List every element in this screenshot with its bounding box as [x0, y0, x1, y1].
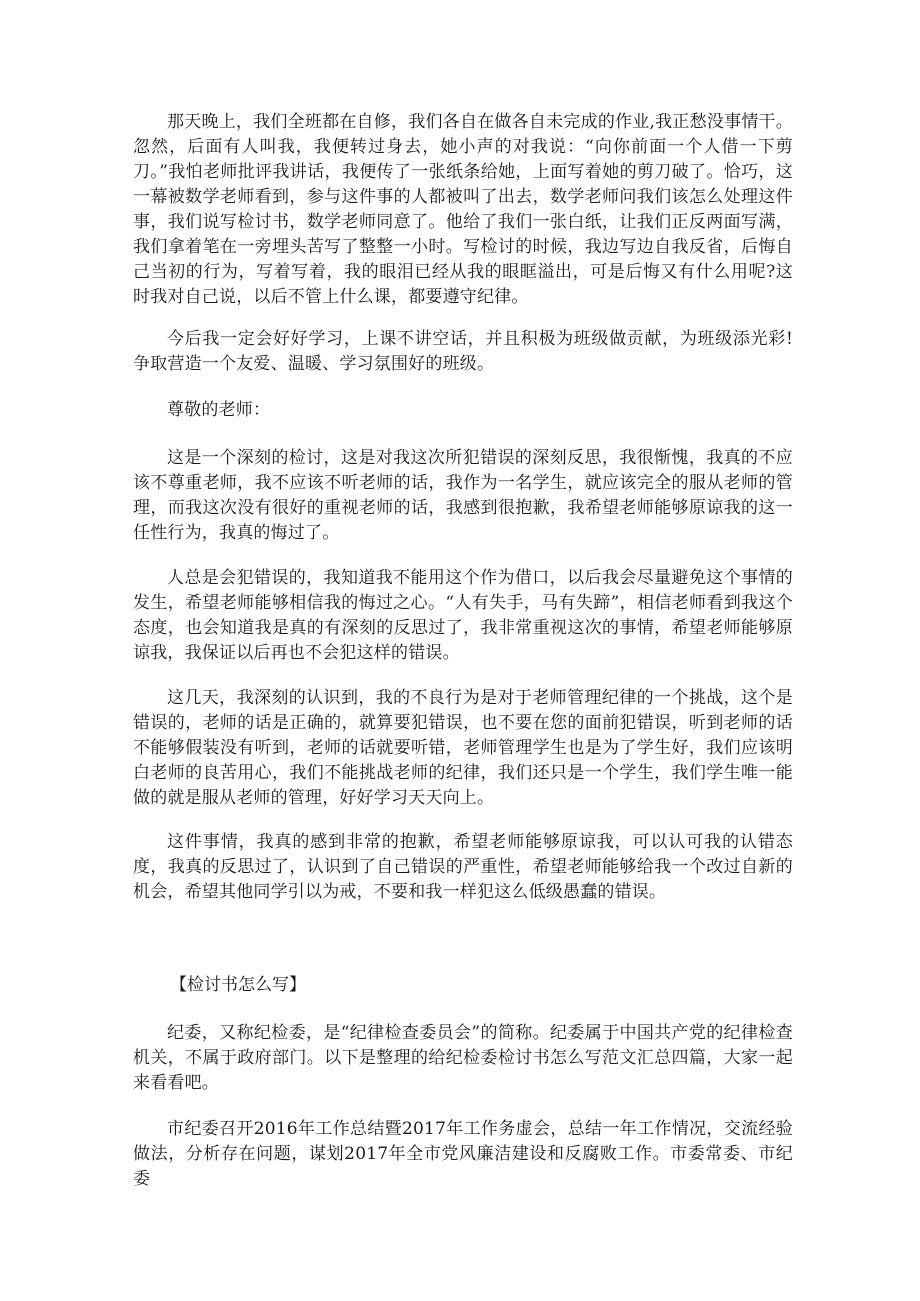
- paragraph-promise: 人总是会犯错误的，我知道我不能用这个作为借口，以后我会尽量避免这个事情的发生，希望老师能够相信我的悔过之心。“人有失手，马有失蹄”，相信老师看到我这个态度，也会知道我是真的有深刻的反思过了，我非常重视这次的事情，希望老师能够原谅我，我保证以后再也不会犯这样的错误。: [133, 568, 793, 663]
- paragraph-resolution: 今后我一定会好好学习，上课不讲空话，并且积极为班级做贡献，为班级添光彩!争取营造一个友爱、温暖、学习氛围好的班级。: [133, 329, 793, 374]
- paragraph-deep-review: 这是一个深刻的检讨，这是对我这次所犯错误的深刻反思，我很惭愧，我真的不应该不尊重老师，我不应该不听老师的话，我作为一名学生，就应该完全的服从老师的管理，而我这次没有很好的重视老师的话，我感到很抱歉，我希望老师能够原谅我的这一任性行为，我真的悔过了。: [133, 448, 793, 543]
- paragraph-discipline-committee: 纪委，又称纪检委，是“纪律检查委员会”的简称。纪委属于中国共产党的纪律检查机关，不属于政府部门。以下是整理的给纪检委检讨书怎么写范文汇总四篇，大家一起来看看吧。: [133, 1023, 793, 1093]
- paragraph-work-meeting: 市纪委召开2016年工作总结暨2017年工作务虚会，总结一年工作情况，交流经验做法，分析存在问题，谋划2017年全市党风廉洁建设和反腐败工作。市委常委、市纪委: [133, 1119, 793, 1189]
- paragraph-recognition: 这几天，我深刻的认识到，我的不良行为是对于老师管理纪律的一个挑战，这个是错误的，老师的话是正确的，就算要犯错误，也不要在您的面前犯错误，听到老师的话不能够假装没有听到，老师的话就要听错，老师管理学生也是为了学生好，我们应该明白老师的良苦用心，我们不能挑战老师的纪律，我们还只是一个学生，我们学生唯一能做的就是服从老师的管理，好好学习天天向上。: [133, 688, 793, 808]
- paragraph-salutation: 尊敬的老师：: [167, 400, 271, 420]
- section-heading: 【检讨书怎么写】: [170, 975, 306, 995]
- paragraph-incident: 那天晚上，我们全班都在自修，我们各自在做各自未完成的作业,我正愁没事情干。忽然，后面有人叫我，我便转过身去，她小声的对我说：“向你前面一个人借一下剪刀。”我怕老师批评我讲话，我便传了一张纸条给她，上面写着她的剪刀破了。恰巧，这一幕被数学老师看到，参与这件事的人都被叫了出去，数学老师问我们该怎么处理这件事，我们说写检讨书，数学老师同意了。他给了我们一张白纸，让我们正反两面写满，我们拿着笔在一旁埋头苦写了整整一小时。写检讨的时候，我边写边自我反省，后悔自己当初的行为，写着写着，我的眼泪已经从我的眼眶溢出，可是后悔又有什么用呢?这时我对自己说，以后不管上什么课，都要遵守纪律。: [133, 112, 793, 307]
- paragraph-apology: 这件事情，我真的感到非常的抱歉，希望老师能够原谅我，可以认可我的认错态度，我真的反思过了，认识到了自己错误的严重性，希望老师能够给我一个改过自新的机会，希望其他同学引以为戒，不要和我一样犯这么低级愚蠢的错误。: [133, 832, 793, 902]
